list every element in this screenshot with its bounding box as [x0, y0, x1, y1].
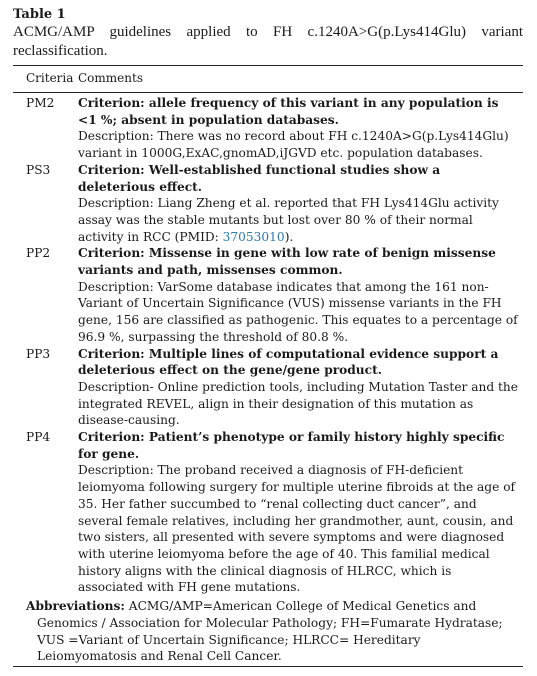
comment-cell: [78, 162, 523, 246]
abbreviations-text: ACMG/AMP=American College of Medical Genetics and Genomics / Association for Molecular Pathology; FH=Fumarate Hydratase; VUS =Variant of Uncertain Significance; HLRCC= Hereditary Leiomyomatosis and Renal Cell Cancer.: [37, 599, 503, 664]
description-text: Description: The proband received a diagnosis of FH-deficient leiomyoma following surgery for multiple uterine fibroids at the age of 35. Her father succumbed to “renal collecting duct cancer”, and several female relatives, including her grandmother, aunt, cousin, and two sisters, all presented with severe symptoms and were diagnosed with uterine leiomyoma before the age of 40. This familial medical history aligns with the clinical diagnosis of HLRCC, which is associated with FH gene mutations.: [78, 463, 516, 595]
bottom-rule: [13, 666, 523, 667]
table-row: [13, 95, 523, 162]
table-header-row: [13, 66, 523, 92]
comment-cell: [78, 95, 523, 162]
criterion-text: Criterion: Well-established functional studies show a deleterious effect.: [78, 162, 441, 194]
table-row: [13, 162, 523, 246]
pmid-link[interactable]: 37053010: [222, 229, 285, 244]
comment-cell: [78, 429, 523, 596]
table-body: [13, 93, 523, 596]
criteria-code: PP4: [26, 430, 51, 445]
abbreviations-body: [26, 598, 523, 665]
criterion-text: Criterion: Patient’s phenotype or family history highly specific for gene.: [78, 430, 505, 461]
header-criteria: Criteria: [26, 71, 74, 85]
header-comments: Comments: [78, 71, 143, 85]
table-row: [13, 245, 523, 345]
table-row: [13, 346, 523, 430]
description-text-end: ).: [284, 229, 294, 244]
abbreviations-label: Abbreviations:: [26, 599, 125, 614]
criteria-code: PP3: [26, 346, 51, 361]
table-row: [13, 429, 523, 596]
criteria-code: PS3: [26, 162, 51, 177]
table-label: Table 1: [13, 7, 66, 22]
comment-cell: [78, 245, 523, 345]
criteria-code: PM2: [26, 96, 55, 110]
description-text: Description: There was no record about FH c.1240A>G(p.Lys414Glu) variant in 1000G,ExAC,gnomAD,iJGVD etc. population databases.: [78, 129, 509, 161]
description-text-start: Description: Liang Zheng et al. reported that FH Lys414Glu activity assay was the stable mutants but lost over 80 % of their normal activity in RCC (PMID:: [78, 196, 499, 244]
criterion-text: Criterion: Missense in gene with low rate of benign missense variants and path, missenses common.: [78, 246, 496, 278]
abbreviations-footnote: [13, 596, 523, 665]
description-text: [78, 195, 519, 245]
table-caption: ACMG/AMP guidelines applied to FH c.1240A>G(p.Lys414Glu) variant reclassification.: [13, 24, 523, 59]
criterion-text: Criterion: allele frequency of this variant in any population is <1 %; absent in population databases.: [78, 96, 499, 127]
comment-cell: [78, 346, 523, 430]
criteria-code: PP2: [26, 246, 51, 261]
description-text: Description- Online prediction tools, including Mutation Taster and the integrated REVEL, align in their designation of this mutation as disease-causing.: [78, 379, 518, 428]
description-text: Description: VarSome database indicates that among the 161 non-Variant of Uncertain Significance (VUS) missense variants in the FH gene, 156 are classified as pathogenic. This equates to a percentage of 96.9 %, surpassing the threshold of 80.8 %.: [78, 279, 518, 344]
criterion-text: Criterion: Multiple lines of computational evidence support a deleterious effect on the gene/gene product.: [78, 346, 499, 378]
